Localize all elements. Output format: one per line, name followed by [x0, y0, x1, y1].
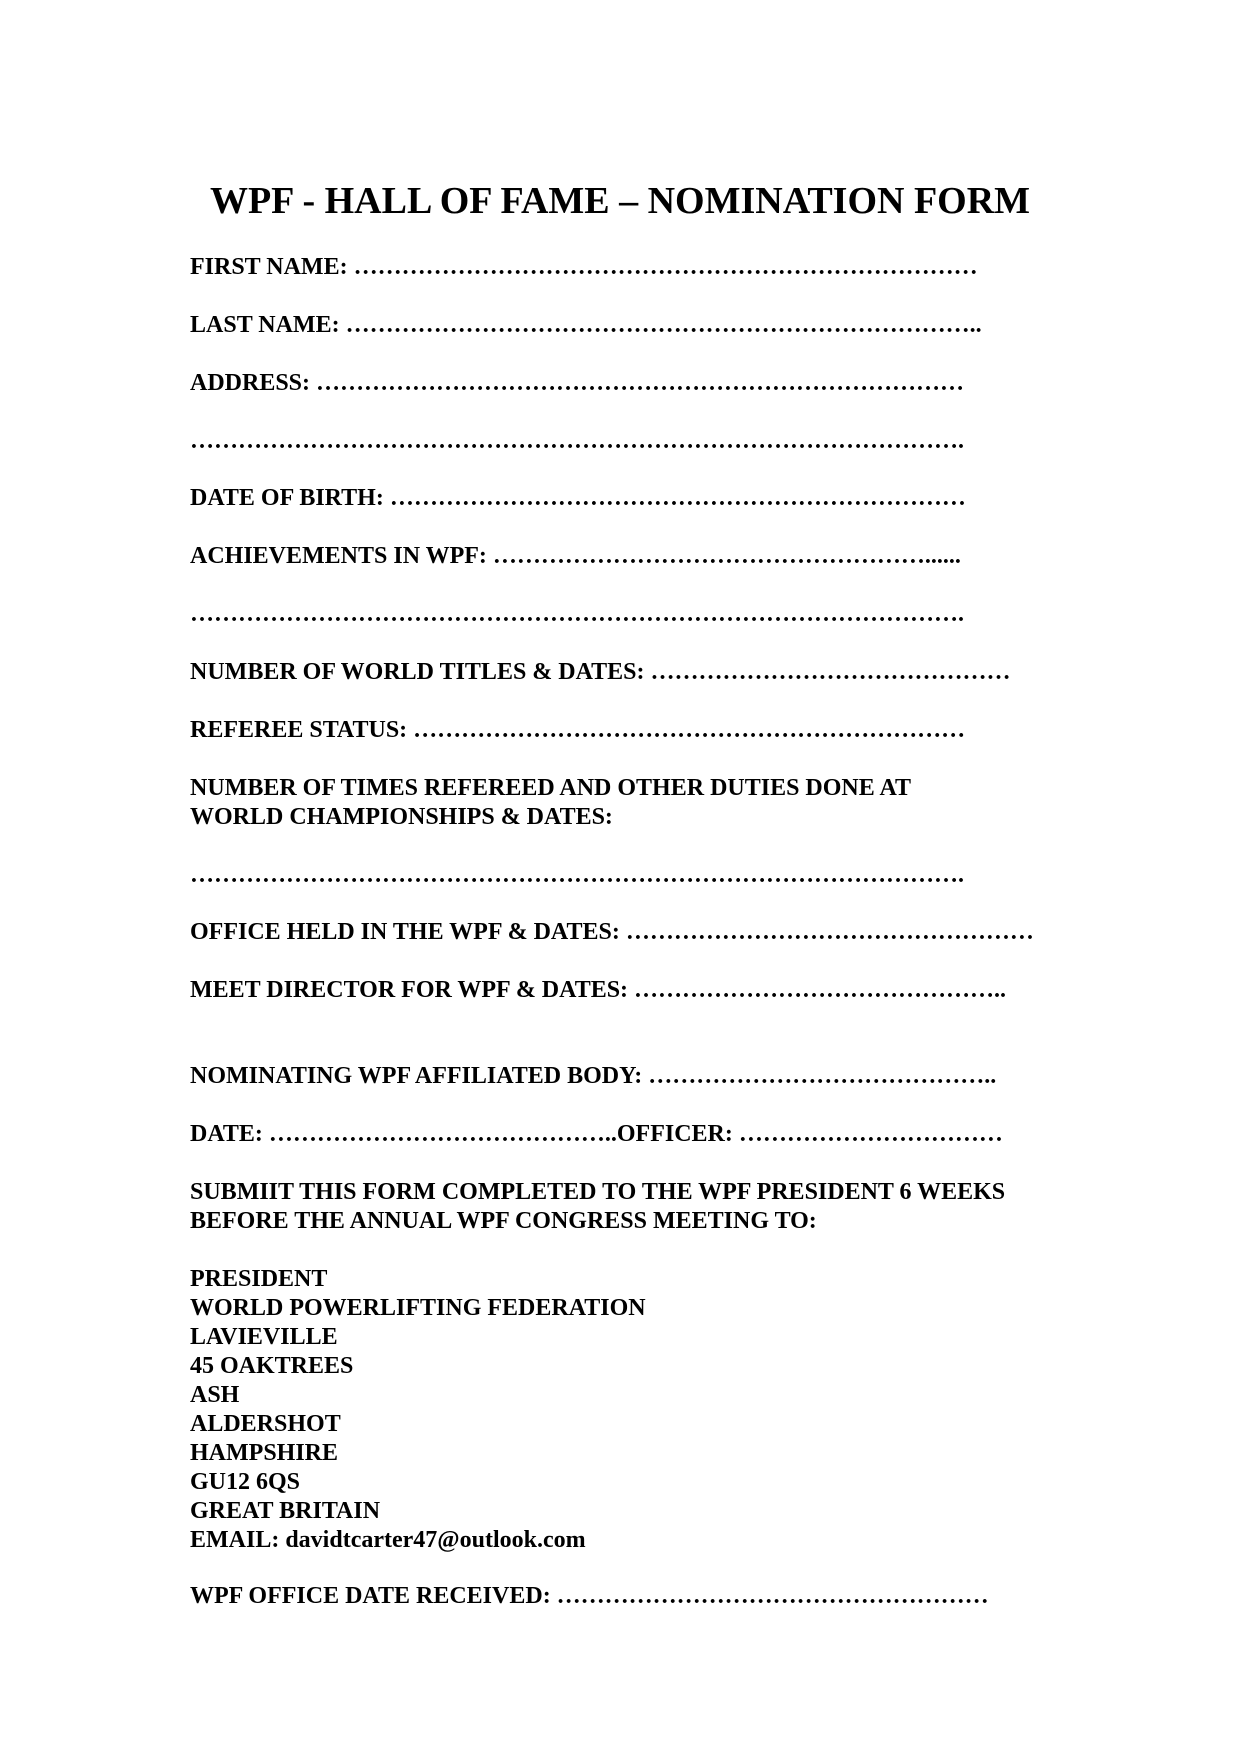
office-held-field[interactable]: OFFICE HELD IN THE WPF & DATES: …………………………………………… — [190, 919, 1034, 945]
refereed-duties-label-line2: WORLD CHAMPIONSHIPS & DATES: — [190, 804, 613, 830]
date-of-birth-field[interactable]: DATE OF BIRTH: ……………………………………………………………… — [190, 485, 966, 511]
address-line: ASH — [190, 1382, 240, 1408]
instructions-line2: BEFORE THE ANNUAL WPF CONGRESS MEETING TO: — [190, 1208, 817, 1234]
address-line: PRESIDENT — [190, 1266, 328, 1292]
nominating-body-field[interactable]: NOMINATING WPF AFFILIATED BODY: …………………………………….. — [190, 1063, 997, 1089]
email-line: EMAIL: davidtcarter47@outlook.com — [190, 1527, 586, 1553]
address-line: 45 OAKTREES — [190, 1353, 354, 1379]
address-field[interactable]: ADDRESS: ……………………………………………………………………… — [190, 370, 965, 396]
mailing-address — [190, 1265, 646, 1555]
refereed-duties-label-line1: NUMBER OF TIMES REFEREED AND OTHER DUTIES DONE AT — [190, 775, 912, 801]
refereed-duties-field[interactable]: ……………………………………………………………………………………. — [190, 862, 964, 888]
refereed-duties-label — [190, 774, 911, 832]
achievements-continuation-field[interactable]: ……………………………………………………………………………………. — [190, 601, 964, 627]
address-line: GREAT BRITAIN — [190, 1498, 381, 1524]
address-line: ALDERSHOT — [190, 1411, 341, 1437]
address-line: GU12 6QS — [190, 1469, 301, 1495]
address-line: WORLD POWERLIFTING FEDERATION — [190, 1295, 646, 1321]
world-titles-field[interactable]: NUMBER OF WORLD TITLES & DATES: ……………………………………… — [190, 659, 1011, 685]
address-continuation-field[interactable]: ……………………………………………………………………………………. — [190, 428, 964, 454]
office-date-received-field[interactable]: WPF OFFICE DATE RECEIVED: ……………………………………………… — [190, 1583, 989, 1609]
referee-status-field[interactable]: REFEREE STATUS: …………………………………………………………… — [190, 717, 966, 743]
instructions-line1: SUBMIIT THIS FORM COMPLETED TO THE WPF PRESIDENT 6 WEEKS — [190, 1179, 1006, 1205]
last-name-field[interactable]: LAST NAME: …………………………………………………………………….. — [190, 312, 982, 338]
address-line: HAMPSHIRE — [190, 1440, 339, 1466]
meet-director-field[interactable]: MEET DIRECTOR FOR WPF & DATES: ……………………………………….. — [190, 977, 1007, 1003]
address-line: LAVIEVILLE — [190, 1324, 338, 1350]
achievements-field[interactable]: ACHIEVEMENTS IN WPF: ………………………………………………...... — [190, 543, 961, 569]
form-title: WPF - HALL OF FAME – NOMINATION FORM — [209, 180, 1031, 222]
date-officer-field[interactable]: DATE: ……………………………………..OFFICER: …………………………… — [190, 1121, 1003, 1147]
first-name-field[interactable]: FIRST NAME: …………………………………………………………………… — [190, 254, 978, 280]
submission-instructions — [190, 1178, 1005, 1236]
